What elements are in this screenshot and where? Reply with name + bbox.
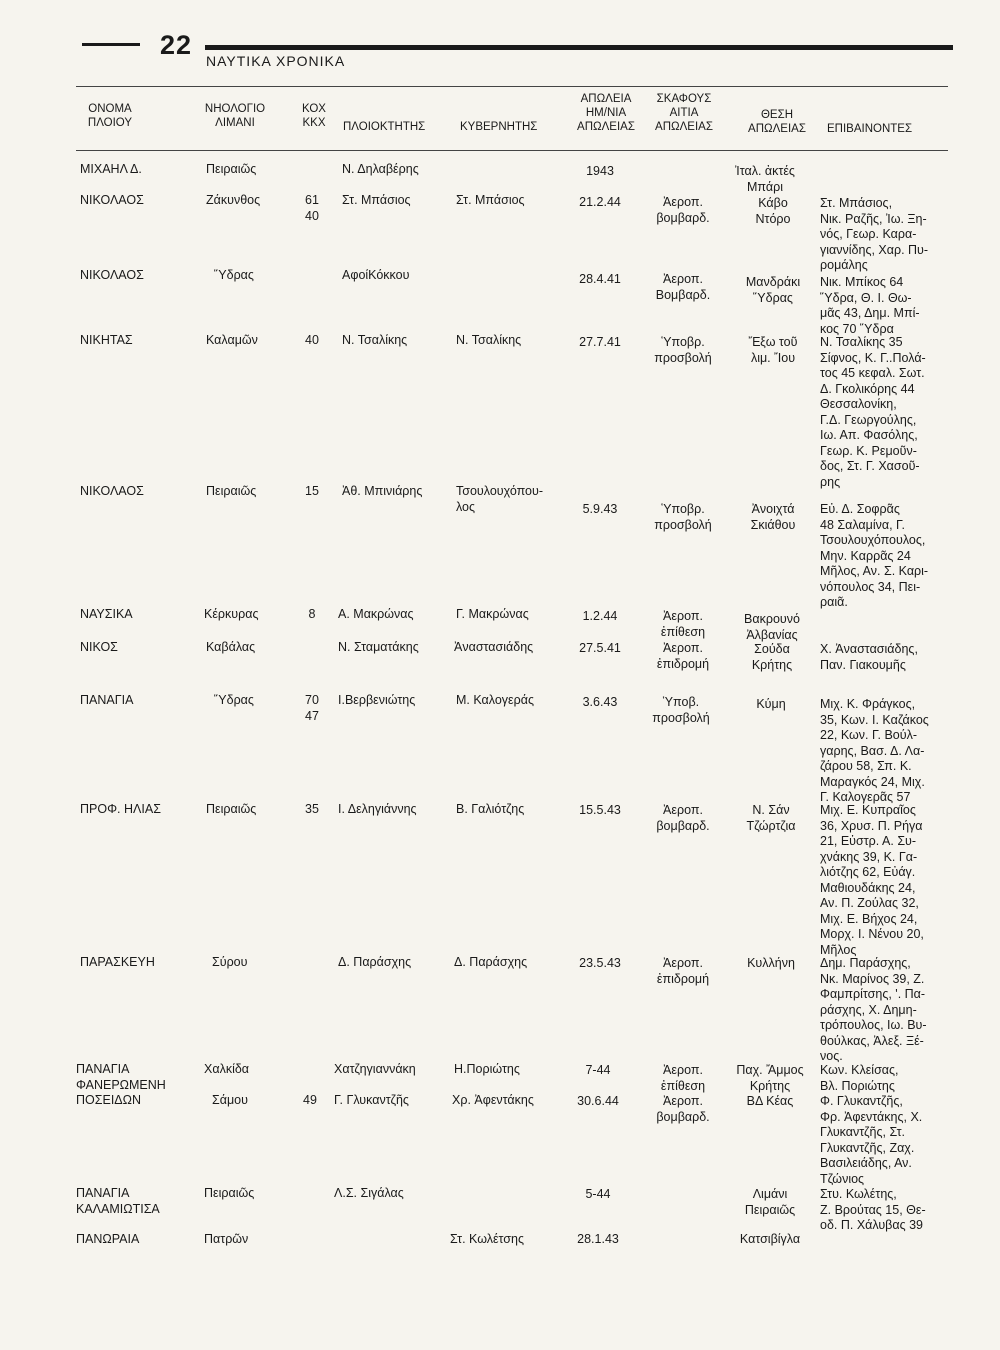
row-registry: Σάμου (212, 1093, 248, 1107)
row-position: Κύμη (756, 697, 786, 711)
row-position: Σούδα Κρήτης (751, 642, 793, 672)
header-passengers: ΕΠΙΒΑΙΝΟΝΤΕΣ (827, 123, 913, 135)
row-captain: Ν. Τσαλίκης (456, 333, 522, 347)
header-rule-right (205, 45, 953, 50)
row-registry: Πειραιῶς (206, 484, 257, 498)
row-date: 27.7.41 (579, 335, 621, 349)
row-cause: Ἀεροπ. ἐπίθεση (660, 1063, 706, 1093)
row-registry: Χαλκίδα (204, 1062, 250, 1076)
row-captain: Στ. Μπάσιος (456, 193, 525, 207)
row-date: 27.5.41 (579, 641, 621, 655)
header-captain: ΚΥΒΕΡΝΗΤΗΣ (460, 121, 538, 133)
row-registry: Πειραιῶς (206, 802, 257, 816)
row-owner: Ν. Τσαλίκης (342, 333, 408, 347)
row-ship-name: ΝΙΚΟΛΑΟΣ (80, 484, 144, 498)
row-position: Παχ. Ἄμμος Κρήτης (736, 1063, 804, 1093)
row-ship-name: ΠΑΝΑΓΙΑ ΚΑΛΑΜΙΩΤΙΣΑ (76, 1186, 160, 1216)
row-registry: Καλαμῶν (206, 333, 258, 347)
row-owner: Λ.Σ. Σιγάλας (334, 1186, 404, 1200)
row-passengers: Ν. Τσαλίκης 35 Σίφνος, Κ. Γ..Πολά- τος 45 κεφαλ. Σωτ. Δ. Γκολικόρης 44 Θεσσαλονίκη, Γ.Δ. Γεωργούλης, Ιω. Απ. Φασόλης, Γεωρ. Κ. Ρεμοῦν- δος, Στ. Γ. Χασοῦ- ρης (820, 335, 926, 489)
row-cause: Ἀεροπ. βομβαρδ. (656, 195, 710, 225)
row-position: Ν. Σάν Τζώρτζια (746, 803, 796, 833)
row-cause: Ὑποβ. προσβολή (652, 695, 710, 725)
row-position: ΒΔ Κέας (746, 1094, 794, 1108)
row-passengers: Φ. Γλυκαντζῆς, Φρ. Ἀφεντάκης, Χ. Γλυκαντζῆς, Στ. Γλυκαντζῆς, Ζαχ. Βασιλειάδης, Αν. Τζώνιος (820, 1094, 923, 1186)
row-position: Μανδράκι Ὕδρας (745, 275, 801, 305)
row-passengers: Χ. Ἀναστασιάδης, Παν. Γιακουμῆς (820, 642, 918, 672)
row-owner: Γ. Γλυκαντζῆς (334, 1093, 409, 1107)
row-registry: Πατρῶν (204, 1232, 249, 1246)
row-captain: Ἀναστασιάδης (454, 640, 534, 654)
row-kox: 70 47 (305, 693, 319, 723)
row-kox: 61 40 (305, 193, 319, 223)
row-date: 21.2.44 (579, 195, 621, 209)
row-passengers: Στυ. Κωλέτης, Ζ. Βρούτας 15, Θε- οδ. Π. Χάλυβας 39 (820, 1187, 926, 1232)
table-top-rule (76, 86, 948, 87)
row-captain: Γ. Μακρώνας (456, 607, 529, 621)
row-position: Ἔξω τοῦ λιμ. Ἴου (748, 335, 798, 365)
row-position: Κυλλήνη (747, 956, 795, 970)
row-ship-name: ΠΟΣΕΙΔΩΝ (76, 1093, 142, 1107)
row-ship-name: ΠΑΡΑΣΚΕΥΗ (80, 955, 155, 969)
row-ship-name: ΠΑΝΑΓΙΑ (80, 693, 134, 707)
row-kox: 8 (308, 607, 316, 621)
row-cause: Ὑποβρ. προσβολή (654, 335, 712, 365)
row-captain: Μ. Καλογεράς (456, 693, 534, 707)
row-cause: Ἀεροπ. ἐπιδρομή (656, 956, 710, 986)
row-cause: Ἀεροπ. βομβαρδ. (656, 1094, 710, 1124)
row-ship-name: ΜΙΧΑΗΛ Δ. (80, 162, 142, 176)
row-date: 1.2.44 (582, 609, 618, 623)
row-captain: Δ. Παράσχης (454, 955, 528, 969)
row-position: Ἀνοιχτά Σκιάθου (750, 502, 796, 532)
row-registry: Ζάκυνθος (206, 193, 261, 207)
header-loss-date: ΑΠΩΛΕΙΑ ΗΜ/ΝΙΑ ΑΠΩΛΕΙΑΣ (577, 93, 635, 133)
row-ship-name: ΝΑΥΣΙΚΑ (80, 607, 133, 621)
row-captain: Χρ. Ἀφεντάκης (452, 1093, 534, 1107)
row-date: 1943 (586, 164, 614, 178)
row-ship-name: ΠΑΝΩΡΑΙΑ (76, 1232, 140, 1246)
row-passengers: Κων. Κλείσας, Βλ. Ποριώτης (820, 1063, 899, 1093)
row-registry: Πειραιῶς (206, 162, 257, 176)
row-date: 5.9.43 (582, 502, 618, 516)
row-kox: 40 (305, 333, 319, 347)
row-passengers: Μιχ. Κ. Φράγκος, 35, Κων. Ι. Καζάκος 22, Κων. Γ. Βούλ- γαρης, Βασ. Δ. Λα- ζάρου 58, Σπ. Κ. Μαραγκός 24, Μιχ. Γ. Καλογερᾶς 57 (820, 697, 929, 804)
row-cause: Ὑποβρ. προσβολή (654, 502, 712, 532)
header-ship-name: ΟΝΟΜΑ ΠΛΟΙΟΥ (87, 103, 133, 129)
row-ship-name: ΝΙΚΗΤΑΣ (80, 333, 133, 347)
row-passengers: Νικ. Μπίκος 64 Ὕδρα, Θ. Ι. Θω- μᾶς 43, Δημ. Μπί- κος 70 Ὕδρα (820, 275, 920, 336)
row-captain: Β. Γαλιότζης (456, 802, 525, 816)
row-owner: Ι.Βερβενιώτης (338, 693, 416, 707)
header-loss-cause: ΣΚΑΦΟΥΣ ΑΙΤΙΑ ΑΠΩΛΕΙΑΣ (655, 93, 713, 133)
row-date: 15.5.43 (579, 803, 621, 817)
row-registry: Καβάλας (206, 640, 256, 654)
row-ship-name: ΠΡΟΦ. ΗΛΙΑΣ (80, 802, 161, 816)
row-cause: Ἀεροπ. Βομβαρδ. (655, 272, 711, 302)
row-position: Κάβο Ντόρο (755, 196, 791, 226)
row-kox: 35 (305, 802, 319, 816)
row-ship-name: ΠΑΝΑΓΙΑ ΦΑΝΕΡΩΜΕΝΗ (76, 1062, 166, 1092)
row-captain: Στ. Κωλέτσης (450, 1232, 524, 1246)
row-position: Κατσιβίγλα (739, 1232, 801, 1246)
row-registry: Κέρκυρας (204, 607, 259, 621)
row-kox: 49 (303, 1093, 317, 1107)
journal-title: ΝΑΥΤΙΚΑ ΧΡΟΝΙΚΑ (206, 53, 346, 69)
row-owner: ΑφοίΚόκκου (342, 268, 410, 282)
row-owner: Χατζηγιαννάκη (334, 1062, 416, 1076)
row-date: 28.1.43 (577, 1232, 619, 1246)
row-cause: Ἀεροπ. βομβαρδ. (656, 803, 710, 833)
page-number: 22 (160, 30, 193, 60)
row-registry: Σύρου (212, 955, 248, 969)
row-registry: Πειραιῶς (204, 1186, 255, 1200)
row-owner: Ἀθ. Μπινιάρης (342, 484, 423, 498)
row-ship-name: ΝΙΚΟΣ (80, 640, 118, 654)
row-owner: Α. Μακρώνας (338, 607, 414, 621)
row-passengers: Μιχ. Ε. Κυπραῖος 36, Χρυσ. Π. Ρήγα 21, Εὐστρ. Α. Συ- χνάκης 39, Κ. Γα- λιότζης 62, Εὐάγ. Μαθιουδάκης 24, Αν. Π. Ζούλας 32, Μιχ. Ε. Βήχος 24, Μορχ. Ι. Νένου 20, Μῆλος (820, 803, 924, 957)
row-owner: Δ. Παράσχης (338, 955, 412, 969)
header-loss-position: ΘΕΣΗ ΑΠΩΛΕΙΑΣ (748, 109, 806, 135)
header-rule-left (82, 43, 140, 46)
row-date: 3.6.43 (582, 695, 618, 709)
header-registry: ΝΗΟΛΟΓΙΟ ΛΙΜΑΝΙ (204, 103, 266, 129)
row-captain: Τσουλουχόπου- λος (456, 484, 544, 514)
header-bottom-rule (76, 150, 948, 151)
row-position: Βακρουνό Ἀλβανίας (744, 612, 800, 642)
row-ship-name: ΝΙΚΟΛΑΟΣ (80, 268, 144, 282)
row-position: Ἰταλ. ἀκτές Μπάρι (735, 164, 795, 194)
row-cause: Ἀεροπ. ἐπιδρομή (656, 641, 710, 671)
row-kox: 15 (305, 484, 319, 498)
row-passengers: Εὐ. Δ. Σοφρᾶς 48 Σαλαμίνα, Γ. Τσουλουχόπουλος, Μην. Καρρᾶς 24 Μῆλος, Αν. Σ. Καρι- νόπουλος 34, Πει- ραιᾶ. (820, 502, 929, 609)
header-owner: ΠΛΟΙΟΚΤΗΤΗΣ (343, 121, 426, 133)
row-ship-name: ΝΙΚΟΛΑΟΣ (80, 193, 144, 207)
row-owner: Ν. Σταματάκης (338, 640, 419, 654)
row-date: 28.4.41 (579, 272, 621, 286)
row-date: 7-44 (585, 1063, 611, 1077)
row-owner: Ν. Δηλαβέρης (342, 162, 419, 176)
row-registry: Ὕδρας (214, 268, 254, 282)
row-owner: Στ. Μπάσιος (342, 193, 411, 207)
row-passengers: Δημ. Παράσχης, Νκ. Μαρίνος 39, Ζ. Φαμπρίτσης, '. Πα- ράσχης, Χ. Δημη- τρόπουλος, Ιω. Βυ- θούλκας, Ἀλεξ. Ξέ- νος. (820, 956, 927, 1063)
row-date: 23.5.43 (579, 956, 621, 970)
row-registry: Ὕδρας (214, 693, 254, 707)
row-date: 5-44 (585, 1187, 611, 1201)
row-captain: Η.Ποριώτης (454, 1062, 520, 1076)
row-owner: Ι. Δεληγιάννης (338, 802, 417, 816)
header-kox: ΚΟΧ ΚΚΧ (302, 103, 326, 129)
row-passengers: Στ. Μπάσιος, Νικ. Ραζῆς, Ἰω. Ξη- νός, Γεωρ. Καρα- γιαννίδης, Χαρ. Πυ- ρομάλης (820, 196, 929, 272)
row-date: 30.6.44 (577, 1094, 619, 1108)
row-position: Λιμάνι Πειραιῶς (744, 1187, 796, 1217)
row-cause: Ἀεροπ. ἐπίθεση (660, 609, 706, 639)
